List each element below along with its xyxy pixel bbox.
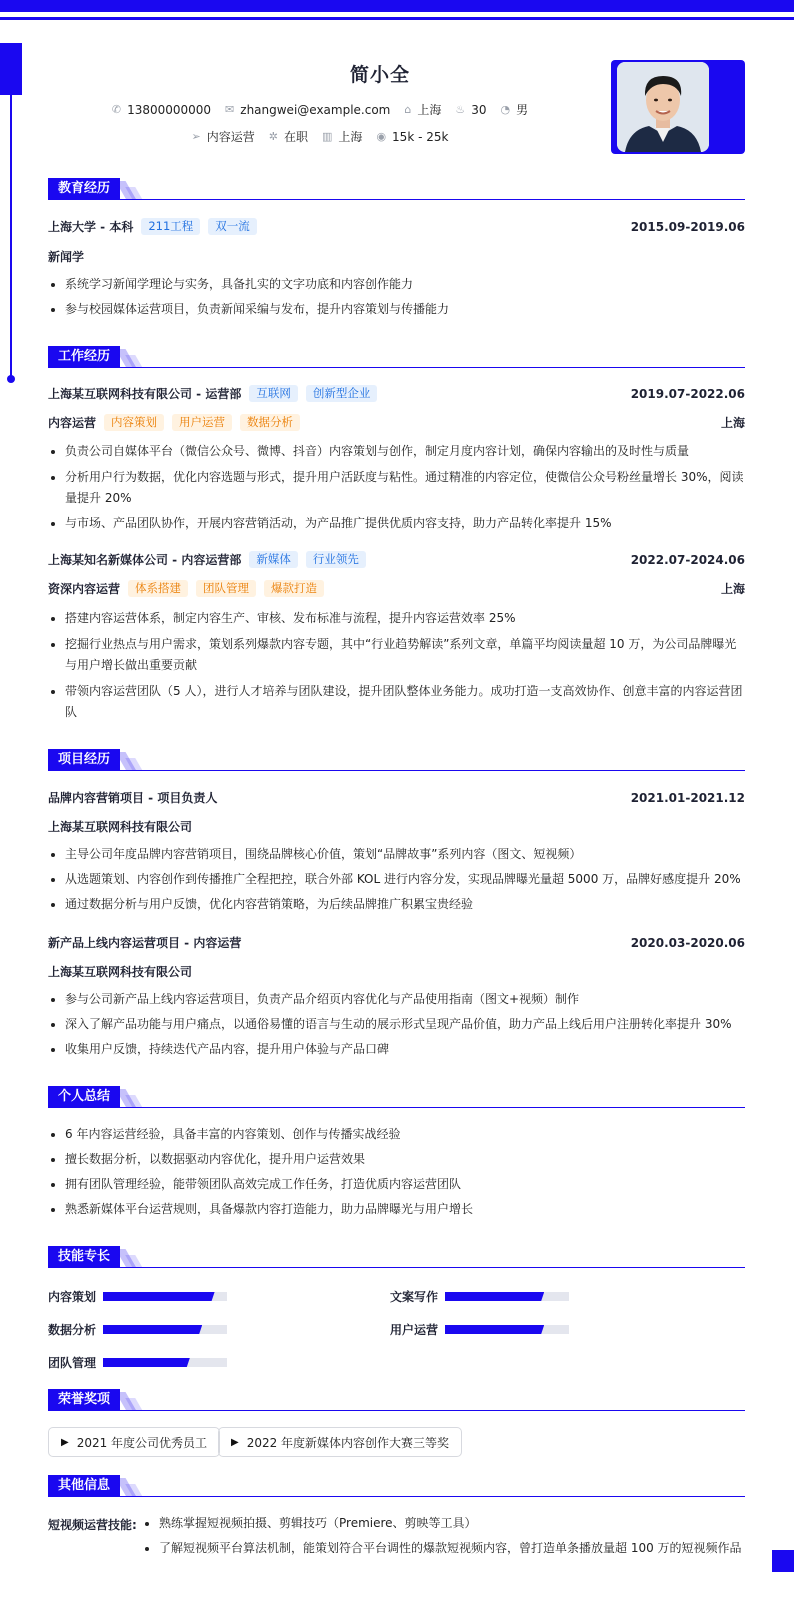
other-info-label: 短视频运营技能: xyxy=(48,1518,137,1532)
skill-label: 用户运营 xyxy=(390,1323,439,1337)
project-title: 新产品上线内容运营项目 - 内容运营 xyxy=(48,936,242,950)
skill-item xyxy=(390,1321,569,1338)
avatar xyxy=(617,62,709,152)
skill-bar xyxy=(445,1292,569,1301)
play-icon: ▶ xyxy=(231,1436,239,1448)
section-summary xyxy=(48,1086,745,1108)
skill-bar xyxy=(445,1325,569,1334)
date-range: 2022.07-2024.06 xyxy=(630,552,745,567)
date-range: 2020.03-2020.06 xyxy=(630,935,745,950)
skill-level-fill xyxy=(445,1292,544,1301)
skill-item xyxy=(48,1321,227,1338)
list-item: 从选题策划、内容创作到传播推广全程把控，联合外部 KOL 进行内容分发，实现品牌曝光量超 5000 万，品牌好感度提升 20% xyxy=(48,869,745,890)
section-title: 教育经历 xyxy=(48,178,120,200)
job-intent-value: 内容运营 xyxy=(206,130,255,144)
left-accent-dot xyxy=(7,375,15,383)
list-item: 拥有团队管理经验，能带领团队高效完成工作任务，打造优质内容运营团队 xyxy=(48,1174,745,1195)
city-item xyxy=(404,101,441,118)
age-value: 30 xyxy=(471,102,487,117)
skill-label: 数据分析 xyxy=(48,1323,97,1337)
email-value: zhangwei@example.com xyxy=(240,102,391,117)
list-item: 收集用户反馈，持续迭代产品内容，提升用户体验与产品口碑 xyxy=(48,1039,745,1060)
gender-item xyxy=(501,101,529,118)
section-title: 技能专长 xyxy=(48,1246,120,1268)
skill-item xyxy=(48,1288,227,1305)
tag: 互联网 xyxy=(249,385,298,402)
section-skills xyxy=(48,1246,745,1268)
contact-row xyxy=(60,101,580,118)
list-item: 深入了解产品功能与用户痛点，以通俗易懂的语言与生动的展示形式呈现产品价值，助力产品上线后用户注册转化率提升 30% xyxy=(48,1014,745,1035)
skill-item xyxy=(48,1354,227,1371)
school-name: 上海大学 - 本科 xyxy=(48,220,134,234)
list-item: 参与校园媒体运营项目，负责新闻采编与发布，提升内容策划与传播能力 xyxy=(48,299,745,320)
right-accent-block xyxy=(772,1550,794,1572)
list-item: 负责公司自媒体平台（微信公众号、微博、抖音）内容策划与创作，制定月度内容计划，确保内容输出的及时性与质量 xyxy=(48,441,745,462)
status-value: 在职 xyxy=(284,130,309,144)
role-row xyxy=(48,414,745,431)
skill-level-fill xyxy=(445,1325,544,1334)
project-title: 品牌内容营销项目 - 项目负责人 xyxy=(48,791,218,805)
job-intent-item xyxy=(192,128,255,145)
work-header xyxy=(48,385,745,402)
company-name: 上海某互联网科技有限公司 - 运营部 xyxy=(48,387,242,401)
skill-level-fill xyxy=(103,1292,215,1301)
gear-icon: ✲ xyxy=(268,130,278,143)
location: 上海 xyxy=(720,416,745,430)
honor-badge xyxy=(48,1427,220,1457)
skill-level-fill xyxy=(103,1358,190,1367)
honor-label: 2022 年度新媒体内容创作大赛三等奖 xyxy=(246,1435,450,1450)
tag: 行业领先 xyxy=(306,551,366,568)
coin-icon: ◉ xyxy=(376,130,387,143)
salary-item xyxy=(376,130,448,144)
date-range: 2019.07-2022.06 xyxy=(630,386,745,401)
tag: 双一流 xyxy=(208,218,257,235)
project-company: 上海某互联网科技有限公司 xyxy=(48,965,193,979)
send-icon: ➢ xyxy=(191,130,201,143)
section-other xyxy=(48,1475,745,1497)
list-item: 擅长数据分析，以数据驱动内容优化，提升用户运营效果 xyxy=(48,1149,745,1170)
section-title: 个人总结 xyxy=(48,1086,120,1108)
role: 内容运营 xyxy=(48,416,97,430)
section-title: 项目经历 xyxy=(48,749,120,771)
section-title: 其他信息 xyxy=(48,1475,120,1497)
skill-bar xyxy=(103,1358,227,1367)
salary-value: 15k - 25k xyxy=(392,129,449,144)
phone-item xyxy=(112,103,211,117)
section-education xyxy=(48,178,745,200)
list-item: 挖掘行业热点与用户需求，策划系列爆款内容专题，其中“行业趋势解读”系列文章，单篇平均阅读量超 10 万，为公司品牌曝光与用户增长做出重要贡献 xyxy=(48,634,745,676)
mail-icon: ✉ xyxy=(225,103,235,116)
list-item: 系统学习新闻学理论与实务，具备扎实的文字功底和内容创作能力 xyxy=(48,274,745,295)
list-item: 通过数据分析与用户反馈，优化内容营销策略，为后续品牌推广积累宝贵经验 xyxy=(48,894,745,915)
date-range: 2021.01-2021.12 xyxy=(630,790,745,805)
role-row xyxy=(48,580,745,597)
cake-icon: ♨ xyxy=(455,103,466,116)
age-item xyxy=(455,103,486,117)
role: 资深内容运营 xyxy=(48,582,121,596)
section-title: 荣誉奖项 xyxy=(48,1389,120,1411)
tag: 体系搭建 xyxy=(128,580,188,597)
top-accent-bar xyxy=(0,0,794,12)
phone-icon: ✆ xyxy=(111,103,122,116)
tag: 爆款打造 xyxy=(264,580,324,597)
skill-bar xyxy=(103,1292,227,1301)
skill-item xyxy=(390,1288,569,1305)
education-header xyxy=(48,218,745,235)
target-city-value: 上海 xyxy=(338,130,363,144)
home-icon: ⌂ xyxy=(404,103,412,116)
list-item: 熟悉新媒体平台运营规则，具备爆款内容打造能力，助力品牌曝光与用户增长 xyxy=(48,1199,745,1220)
tag: 新媒体 xyxy=(249,551,298,568)
section-project xyxy=(48,749,745,771)
tag: 211工程 xyxy=(141,218,200,235)
project-header xyxy=(48,789,745,806)
skill-label: 文案写作 xyxy=(390,1290,439,1304)
list-item: 与市场、产品团队协作，开展内容营销活动，为产品推广提供优质内容支持，助力产品转化率提升 15% xyxy=(48,513,745,534)
tag: 内容策划 xyxy=(104,414,164,431)
section-title: 工作经历 xyxy=(48,346,120,368)
tag: 数据分析 xyxy=(240,414,300,431)
project-company-row xyxy=(48,963,745,980)
top-accent-line xyxy=(0,17,794,20)
tag: 团队管理 xyxy=(196,580,256,597)
skill-bar xyxy=(103,1325,227,1334)
list-item: 主导公司年度品牌内容营销项目，围绕品牌核心价值，策划“品牌故事”系列内容（图文、短视频） xyxy=(48,844,745,865)
skill-label: 内容策划 xyxy=(48,1290,97,1304)
city-value: 上海 xyxy=(417,103,442,117)
building-icon: ▥ xyxy=(322,130,333,143)
candidate-name: 简小全 xyxy=(349,64,410,86)
gender-value: 男 xyxy=(516,103,529,117)
company-name: 上海某知名新媒体公司 - 内容运营部 xyxy=(48,553,242,567)
list-item: 熟练掌握短视频拍摄、剪辑技巧（Premiere、剪映等工具） xyxy=(142,1513,745,1534)
skill-level-fill xyxy=(103,1325,202,1334)
date-range: 2015.09-2019.06 xyxy=(630,219,745,234)
phone-value: 13800000000 xyxy=(127,102,212,117)
major-row xyxy=(48,248,745,265)
gender-icon: ◔ xyxy=(500,103,511,116)
major: 新闻学 xyxy=(48,250,85,264)
project-header xyxy=(48,934,745,951)
honor-badge xyxy=(218,1427,462,1457)
section-honors xyxy=(48,1389,745,1411)
work-header xyxy=(48,551,745,568)
list-item: 搭建内容运营体系，制定内容生产、审核、发布标准与流程，提升内容运营效率 25% xyxy=(48,608,745,629)
skill-label: 团队管理 xyxy=(48,1356,97,1370)
list-item: 带领内容运营团队（5 人），进行人才培养与团队建设，提升团队整体业务能力。成功打造一支高效协作、创意丰富的内容运营团队 xyxy=(48,681,745,723)
profile-photo-frame xyxy=(611,60,745,154)
project-company-row xyxy=(48,818,745,835)
list-item: 了解短视频平台算法机制，能策划符合平台调性的爆款短视频内容，曾打造单条播放量超 100 万的短视频作品 xyxy=(142,1538,745,1559)
left-accent-block xyxy=(0,43,22,95)
email-item xyxy=(225,103,390,117)
list-item: 参与公司新产品上线内容运营项目，负责产品介绍页内容优化与产品使用指南（图文+视频）制作 xyxy=(48,989,745,1010)
status-item xyxy=(269,128,308,145)
location: 上海 xyxy=(720,582,745,596)
play-icon: ▶ xyxy=(61,1436,69,1448)
tag: 创新型企业 xyxy=(306,385,378,402)
section-work xyxy=(48,346,745,368)
project-company: 上海某互联网科技有限公司 xyxy=(48,820,193,834)
list-item: 分析用户行为数据，优化内容选题与形式，提升用户活跃度与粘性。通过精准的内容定位，使微信公众号粉丝量增长 30%，阅读量提升 20% xyxy=(48,467,745,509)
intent-row xyxy=(60,128,580,145)
list-item: 6 年内容运营经验，具备丰富的内容策划、创作与传播实战经验 xyxy=(48,1124,745,1145)
tag: 用户运营 xyxy=(172,414,232,431)
target-city-item xyxy=(322,128,362,145)
left-accent-line xyxy=(10,95,12,378)
honor-label: 2021 年度公司优秀员工 xyxy=(76,1435,208,1450)
